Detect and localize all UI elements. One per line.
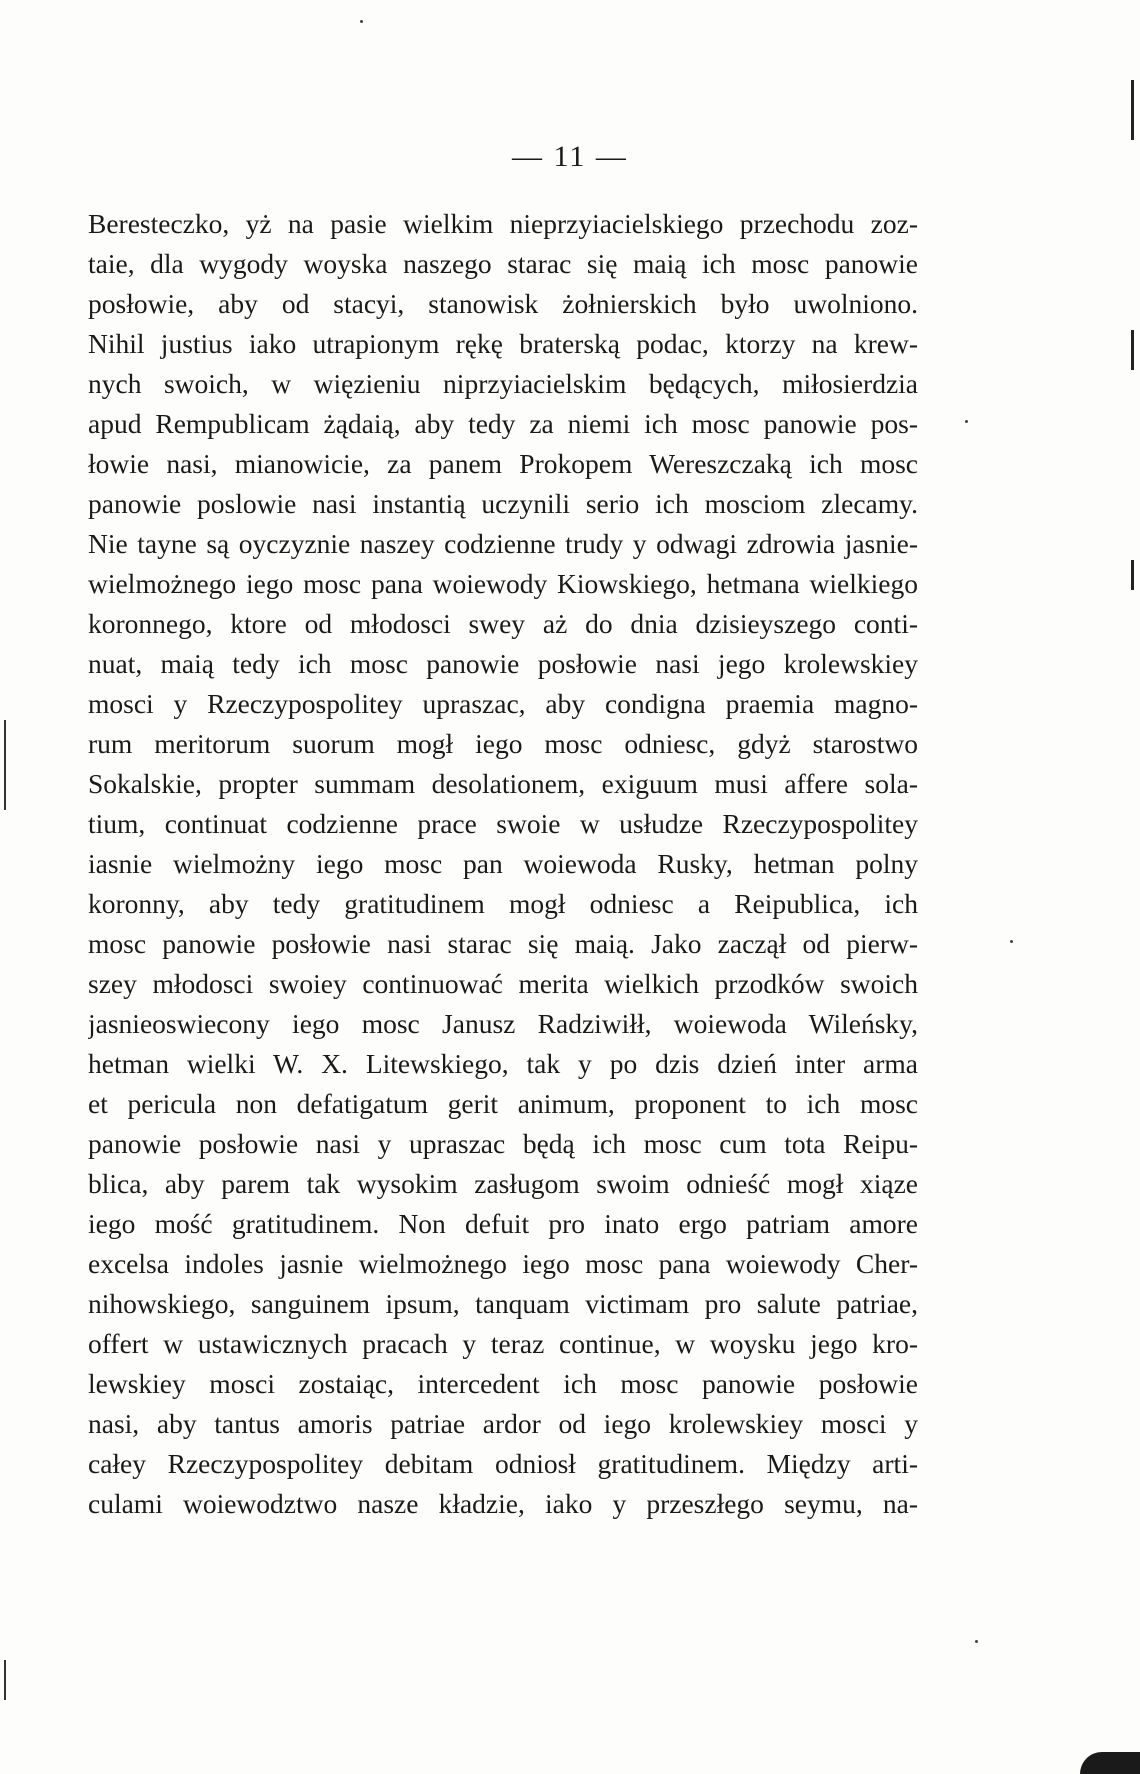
text-line: koronny, aby tedy gratitudinem mogł odniesc a Reipublica, ich bbox=[88, 888, 918, 919]
text-line: nych swoich, w więzieniu niprzyiacielskim będących, miłosierdzia bbox=[88, 368, 918, 399]
text-line: jasnieoswiecony iego mosc Janusz Radziwiłł, woiewoda Wileńsky, bbox=[88, 1008, 918, 1039]
text-line: taie, dla wygody woyska naszego starac się maią ich mosc panowie bbox=[88, 248, 918, 279]
text-line: nuat, maią tedy ich mosc panowie posłowie nasi jego krolewskiey bbox=[88, 648, 918, 679]
text-line: Beresteczko, yż na pasie wielkim nieprzyiacielskiego przechodu zoz- bbox=[88, 208, 918, 239]
page-number: — 11 — bbox=[512, 140, 628, 173]
text-line: koronnego, ktore od młodosci swey aż do dnia dzisieyszego conti- bbox=[88, 608, 918, 639]
scan-edge-mark bbox=[1131, 560, 1134, 590]
text-line: iego mość gratitudinem. Non defuit pro inato ergo patriam amore bbox=[88, 1208, 918, 1239]
scan-edge-mark bbox=[4, 1660, 6, 1700]
text-line: excelsa indoles jasnie wielmożnego iego mosc pana woiewody Cher- bbox=[88, 1248, 918, 1279]
text-line: szey młodosci swoiey continuować merita wielkich przodków swoich bbox=[88, 968, 918, 999]
text-line: culami woiewodztwo nasze kładzie, iako y przeszłego seymu, na- bbox=[88, 1488, 918, 1519]
scan-edge-mark bbox=[4, 720, 6, 810]
text-line: lewskiey mosci zostaiąc, intercedent ich mosc panowie posłowie bbox=[88, 1368, 918, 1399]
scan-speck bbox=[965, 420, 968, 423]
text-line: wielmożnego iego mosc pana woiewody Kiowskiego, hetmana wielkiego bbox=[88, 568, 918, 599]
text-line: mosc panowie posłowie nasi starac się maią. Jako zaczął od pierw- bbox=[88, 928, 918, 959]
text-line: panowie posłowie nasi y upraszac będą ich mosc cum tota Reipu- bbox=[88, 1128, 918, 1159]
text-line: hetman wielki W. X. Litewskiego, tak y po dzis dzień inter arma bbox=[88, 1048, 918, 1079]
text-line: rum meritorum suorum mogł iego mosc odniesc, gdyż starostwo bbox=[88, 728, 918, 759]
text-line: offert w ustawicznych pracach y teraz continue, w woysku jego kro- bbox=[88, 1328, 918, 1359]
text-line: mosci y Rzeczypospolitey upraszac, aby condigna praemia magno- bbox=[88, 688, 918, 719]
scan-edge-mark bbox=[1131, 330, 1134, 370]
text-line: nihowskiego, sanguinem ipsum, tanquam victimam pro salute patriae, bbox=[88, 1288, 918, 1319]
text-line: iasnie wielmożny iego mosc pan woiewoda Rusky, hetman polny bbox=[88, 848, 918, 879]
text-line: posłowie, aby od stacyi, stanowisk żołnierskich było uwolniono. bbox=[88, 288, 918, 319]
scan-corner-blot bbox=[1080, 1752, 1140, 1774]
text-line: panowie poslowie nasi instantią uczynili serio ich mosciom zlecamy. bbox=[88, 488, 918, 519]
text-line: całey Rzeczypospolitey debitam odniosł gratitudinem. Między arti- bbox=[88, 1448, 918, 1479]
text-line: Nihil justius iako utrapionym rękę braterską podac, ktorzy na krew- bbox=[88, 328, 918, 359]
text-line: blica, aby parem tak wysokim zasługom swoim odnieść mogł xiąze bbox=[88, 1168, 918, 1199]
text-line: Nie tayne są oyczyznie naszey codzienne trudy y odwagi zdrowia jasnie- bbox=[88, 528, 918, 559]
scan-edge-mark bbox=[1131, 80, 1134, 140]
text-line: et pericula non defatigatum gerit animum, proponent to ich mosc bbox=[88, 1088, 918, 1119]
scan-speck bbox=[1010, 940, 1013, 943]
scan-speck bbox=[975, 1640, 978, 1643]
text-line: łowie nasi, mianowicie, za panem Prokopem Wereszczaką ich mosc bbox=[88, 448, 918, 479]
text-line: apud Rempublicam żądaią, aby tedy za niemi ich mosc panowie pos- bbox=[88, 408, 918, 439]
text-line: nasi, aby tantus amoris patriae ardor od iego krolewskiey mosci y bbox=[88, 1408, 918, 1439]
scan-speck bbox=[360, 20, 363, 23]
body-text bbox=[88, 204, 918, 1524]
text-line: Sokalskie, propter summam desolationem, exiguum musi affere sola- bbox=[88, 768, 918, 799]
text-line: tium, continuat codzienne prace swoie w usłudze Rzeczypospolitey bbox=[88, 808, 918, 839]
